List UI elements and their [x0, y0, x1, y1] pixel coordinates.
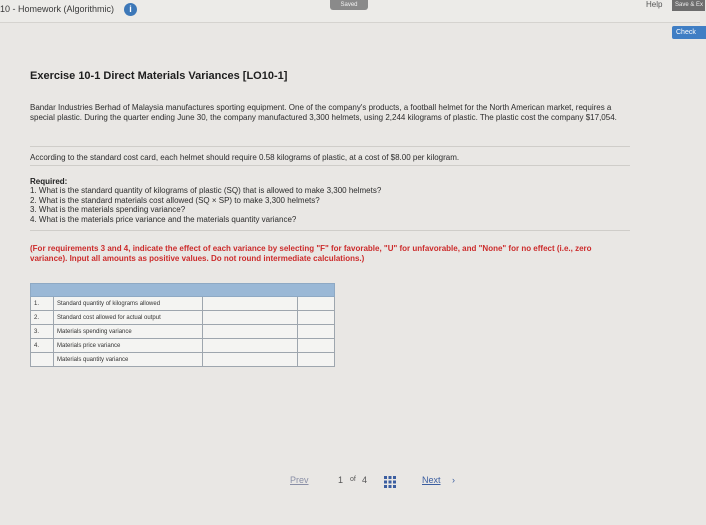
grid-icon[interactable] [384, 476, 396, 488]
exercise-title: Exercise 10-1 Direct Materials Variances [LO10-1] [30, 70, 288, 82]
table-row [31, 325, 335, 339]
divider [30, 230, 630, 231]
row-number [31, 353, 54, 367]
row-label: Materials spending variance [54, 325, 203, 339]
saved-status-badge: Saved [330, 0, 368, 10]
assignment-title: 10 - Homework (Algorithmic) [0, 4, 115, 14]
amount-input[interactable] [203, 311, 298, 325]
row-number: 2. [31, 311, 54, 325]
problem-paragraph: Bandar Industries Berhad of Malaysia manufactures sporting equipment. One of the company's products, a football helmet for the North American market, requires a special plastic. During the quarter ending June 30, the company manufactured 3,300 helmets, using 2,244 kilograms of plastic. The plastic cost the company $17,054. [30, 103, 617, 122]
row-label: Materials quantity variance [54, 353, 203, 367]
requirement-item: 1. What is the standard quantity of kilograms of plastic (SQ) that is allowed to make 3,300 helmets? [30, 186, 382, 195]
requirements-list [30, 186, 381, 224]
chevron-right-icon[interactable]: › [452, 475, 455, 485]
current-page: 1 [338, 475, 344, 485]
row-number: 3. [31, 325, 54, 339]
divider [30, 165, 630, 166]
table-header-row [31, 284, 335, 297]
divider [30, 146, 630, 147]
save-exit-button[interactable]: Save & Ex [672, 0, 705, 11]
row-label: Materials price variance [54, 339, 203, 353]
row-number: 4. [31, 339, 54, 353]
table-row [31, 339, 335, 353]
total-pages: 4 [362, 475, 368, 485]
row-number: 1. [31, 297, 54, 311]
instruction-text: (For requirements 3 and 4, indicate the effect of each variance by selecting "F" for favorable, "U" for unfavorable, and "None" for no effect (i.e., zero variance). Input all amounts as positive values. Do not round intermediate calculations.) [30, 244, 592, 263]
amount-input[interactable] [203, 353, 298, 367]
page-of-label: of [350, 476, 356, 483]
next-button[interactable]: Next [422, 475, 441, 485]
help-link[interactable]: Help [646, 0, 663, 9]
effect-select[interactable] [298, 311, 335, 325]
prev-button[interactable]: Prev [290, 475, 309, 485]
amount-input[interactable] [203, 325, 298, 339]
answer-table [30, 283, 335, 367]
effect-select[interactable] [298, 353, 335, 367]
table-row [31, 297, 335, 311]
effect-select[interactable] [298, 325, 335, 339]
requirement-item: 2. What is the standard materials cost allowed (SQ × SP) to make 3,300 helmets? [30, 195, 320, 205]
effect-select[interactable] [298, 297, 335, 311]
amount-input[interactable] [203, 297, 298, 311]
effect-select[interactable] [298, 339, 335, 353]
table-header [31, 284, 335, 297]
requirement-item: 3. What is the materials spending variance? [30, 205, 186, 214]
top-bar [0, 0, 704, 23]
check-my-work-button[interactable]: Check [672, 26, 706, 39]
required-heading: Required: [30, 177, 68, 186]
standard-cost-paragraph: According to the standard cost card, each helmet should require 0.58 kilograms of plastic, at a cost of $8.00 per kilogram. [30, 153, 460, 162]
table-row [31, 311, 335, 325]
table-row [31, 353, 335, 367]
requirement-item: 4. What is the materials price variance and the materials quantity variance? [30, 214, 297, 224]
info-icon[interactable]: i [124, 3, 137, 16]
amount-input[interactable] [203, 339, 298, 353]
row-label: Standard quantity of kilograms allowed [54, 297, 203, 311]
row-label: Standard cost allowed for actual output [54, 311, 203, 325]
